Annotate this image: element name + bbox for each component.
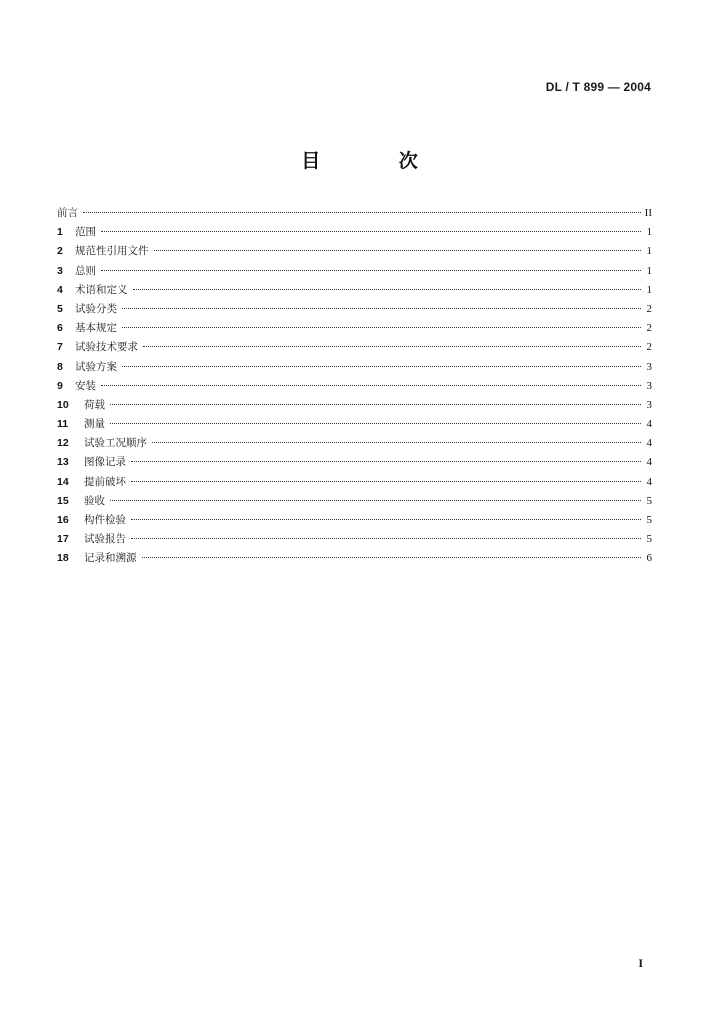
toc-entry-page: 1: [646, 283, 652, 296]
toc-entry-title: 提前破坏: [84, 475, 126, 488]
standard-number: DL / T 899 — 2004: [545, 80, 651, 94]
toc-entry-number: 4: [57, 283, 63, 296]
toc-entry[interactable]: [57, 242, 652, 261]
toc-entry-title: 安装: [75, 379, 96, 392]
toc-dot-leader: [133, 289, 642, 290]
toc-entry[interactable]: [57, 204, 652, 223]
toc-entry-page: 4: [646, 456, 652, 469]
toc-dot-leader: [131, 461, 641, 462]
toc-entry-number: 2: [57, 245, 63, 258]
toc-entry[interactable]: [57, 434, 652, 453]
toc-dot-leader: [152, 442, 641, 443]
toc-dot-leader: [101, 385, 641, 386]
toc-dot-leader: [131, 538, 641, 539]
toc-entry-title: 试验报告: [84, 533, 126, 546]
toc-entry-page: 5: [646, 514, 652, 526]
toc-entry-number: 10: [57, 398, 69, 411]
toc-dot-leader: [142, 557, 642, 558]
toc-entry-number: 6: [57, 322, 63, 335]
toc-dot-leader: [110, 423, 641, 424]
toc-entry-title: 范围: [75, 226, 96, 239]
toc-entry-title: 规范性引用文件: [75, 245, 149, 258]
toc-dot-leader: [110, 500, 641, 501]
toc-entry-number: 18: [57, 552, 69, 565]
toc-entry[interactable]: [57, 473, 652, 492]
toc-dot-leader: [131, 481, 641, 482]
toc-entry-number: 1: [57, 226, 63, 239]
toc-entry-number: 9: [57, 379, 63, 392]
toc-dot-leader: [131, 519, 641, 520]
toc-entry-number: 13: [57, 456, 69, 469]
toc-entry-page: 4: [646, 418, 652, 431]
toc-entry-page: 4: [646, 475, 652, 488]
toc-entry-title: 验收: [84, 494, 105, 507]
toc-entry[interactable]: [57, 453, 652, 472]
toc-entry-page: 4: [646, 437, 652, 450]
page-number: I: [638, 956, 643, 970]
toc-entry-page: 5: [646, 494, 652, 507]
toc-entry-page: 1: [646, 226, 652, 239]
toc-entry-title: 图像记录: [84, 456, 126, 469]
toc-entry-title: 试验工况顺序: [84, 437, 147, 450]
toc-entry-page: 5: [646, 533, 652, 546]
toc-entry-number: 11: [57, 418, 69, 431]
toc-entry-number: 17: [57, 533, 69, 546]
toc-entry[interactable]: [57, 415, 652, 434]
toc-dot-leader: [122, 308, 641, 309]
toc-entry-number: 8: [57, 360, 63, 373]
toc-entry[interactable]: [57, 549, 652, 568]
toc-entry-page: 3: [646, 360, 652, 373]
toc-entry-title: 构件检验: [84, 514, 126, 526]
toc-entry-page: 1: [646, 264, 652, 277]
table-of-contents: [57, 204, 652, 569]
toc-dot-leader: [83, 212, 641, 213]
toc-entry-number: 15: [57, 494, 69, 507]
toc-entry-title: 前言: [57, 207, 78, 219]
toc-entry-number: 14: [57, 475, 69, 488]
toc-entry-number: 7: [57, 341, 63, 354]
toc-entry-title: 试验分类: [75, 302, 117, 315]
toc-entry[interactable]: [57, 511, 652, 530]
toc-entry[interactable]: [57, 281, 652, 300]
toc-entry-title: 测量: [84, 418, 105, 431]
toc-entry[interactable]: [57, 300, 652, 319]
toc-dot-leader: [110, 404, 641, 405]
toc-dot-leader: [101, 231, 641, 232]
toc-entry-number: 3: [57, 264, 63, 277]
toc-entry-page: 2: [646, 302, 652, 315]
toc-entry[interactable]: [57, 358, 652, 377]
toc-entry-page: 3: [646, 379, 652, 392]
toc-dot-leader: [143, 346, 641, 347]
toc-entry-title: 总则: [75, 264, 96, 277]
toc-entry[interactable]: [57, 262, 652, 281]
toc-dot-leader: [122, 327, 641, 328]
toc-entry-title: 基本规定: [75, 322, 117, 335]
toc-entry-page: 6: [646, 552, 652, 565]
toc-entry[interactable]: [57, 377, 652, 396]
toc-entry-page: 1: [646, 245, 652, 258]
toc-entry-page: 2: [646, 341, 652, 354]
toc-entry-page: II: [644, 207, 652, 219]
toc-title: 目 次: [301, 150, 454, 172]
toc-dot-leader: [101, 270, 641, 271]
toc-entry-title: 试验方案: [75, 360, 117, 373]
toc-entry[interactable]: [57, 492, 652, 511]
toc-dot-leader: [154, 250, 642, 251]
toc-entry-number: 12: [57, 437, 69, 450]
toc-dot-leader: [122, 366, 641, 367]
toc-entry-title: 记录和溯源: [84, 552, 137, 565]
toc-entry-title: 荷载: [84, 398, 105, 411]
toc-entry-number: 16: [57, 514, 69, 526]
toc-entry[interactable]: [57, 338, 652, 357]
toc-entry-page: 3: [646, 398, 652, 411]
toc-entry[interactable]: [57, 319, 652, 338]
toc-entry-title: 术语和定义: [75, 283, 128, 296]
toc-entry[interactable]: [57, 530, 652, 549]
toc-entry-number: 5: [57, 302, 63, 315]
toc-entry-title: 试验技术要求: [75, 341, 138, 354]
toc-entry[interactable]: [57, 396, 652, 415]
toc-entry[interactable]: [57, 223, 652, 242]
toc-entry-page: 2: [646, 322, 652, 335]
